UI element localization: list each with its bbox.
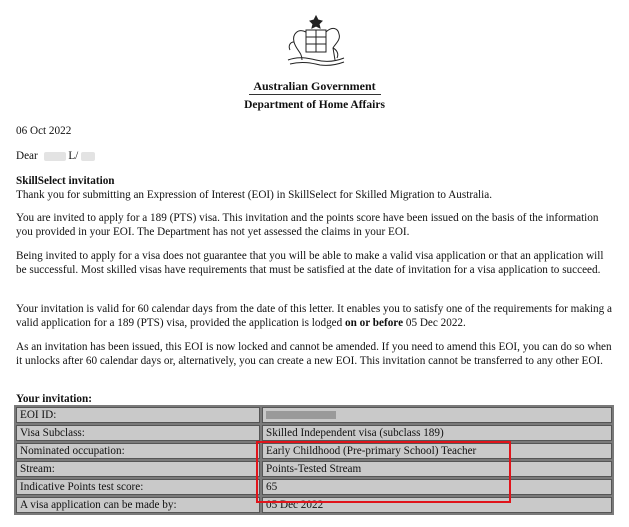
row-label: EOI ID:	[16, 407, 260, 423]
red-highlight-box	[256, 441, 511, 503]
paragraph-4-bold: on or before	[345, 316, 404, 329]
salutation-word: Dear	[16, 150, 38, 162]
coat-of-arms-icon	[280, 14, 352, 74]
table-row	[16, 425, 612, 441]
department-name: Department of Home Affairs	[244, 99, 385, 111]
paragraph-3: Being invited to apply for a visa does not guarantee that you will be able to make a valid visa application or that an application will be successful. Most skilled visas have requirements that must be satisfied at the date of invitation for a visa application to succeed.	[16, 250, 604, 276]
row-label: Visa Subclass:	[16, 425, 260, 441]
org-name: Australian Government	[253, 79, 376, 93]
row-value: Early Childhood (Pre-primary School) Teacher	[262, 443, 612, 459]
letter-heading: SkillSelect invitation	[16, 175, 115, 187]
redacted-eoi-id	[266, 411, 336, 419]
paragraph-4-start: Your invitation is valid for 60 calendar days from the date of this letter. It enables you to satisfy one of the requirements for making a valid application for a 189 (PTS) visa, provided the application is lodged	[16, 303, 613, 329]
header-divider	[249, 94, 381, 95]
redacted-name	[44, 152, 66, 161]
redacted-name-end	[81, 152, 95, 161]
row-label: Indicative Points test score:	[16, 479, 260, 495]
table-row	[16, 407, 612, 423]
row-label: A visa application can be made by:	[16, 497, 260, 513]
name-fragment: L/	[68, 150, 79, 162]
paragraph-1: Thank you for submitting an Expression of Interest (EOI) in SkillSelect for Skilled Migration to Australia.	[16, 188, 493, 201]
invitation-heading: Your invitation:	[16, 393, 92, 405]
paragraph-5: As an invitation has been issued, this EOI is now locked and cannot be amended. If you need to amend this EOI, you can do so when it unlocks after 60 calendar days or, alternatively, you can create a new EOI. This invitation cannot be transferred to any other EOI.	[16, 341, 612, 367]
row-value: Points-Tested Stream	[262, 461, 612, 477]
paragraph-4	[16, 303, 614, 330]
paragraph-2: You are invited to apply for a 189 (PTS) visa. This invitation and the points score have been issued on the basis of the information you provided in your EOI. The Department has not yet assessed the claims in your EOI.	[16, 212, 599, 238]
eoi-id-value	[262, 407, 612, 423]
row-value: 65	[262, 479, 612, 495]
letter-date: 06 Oct 2022	[16, 125, 72, 137]
row-label: Nominated occupation:	[16, 443, 260, 459]
intro-block	[16, 175, 614, 202]
row-value: 05 Dec 2022	[262, 497, 612, 513]
row-value: Skilled Independent visa (subclass 189)	[262, 425, 612, 441]
paragraph-4-end: 05 Dec 2022.	[403, 316, 466, 329]
salutation	[16, 150, 614, 164]
row-label: Stream:	[16, 461, 260, 477]
